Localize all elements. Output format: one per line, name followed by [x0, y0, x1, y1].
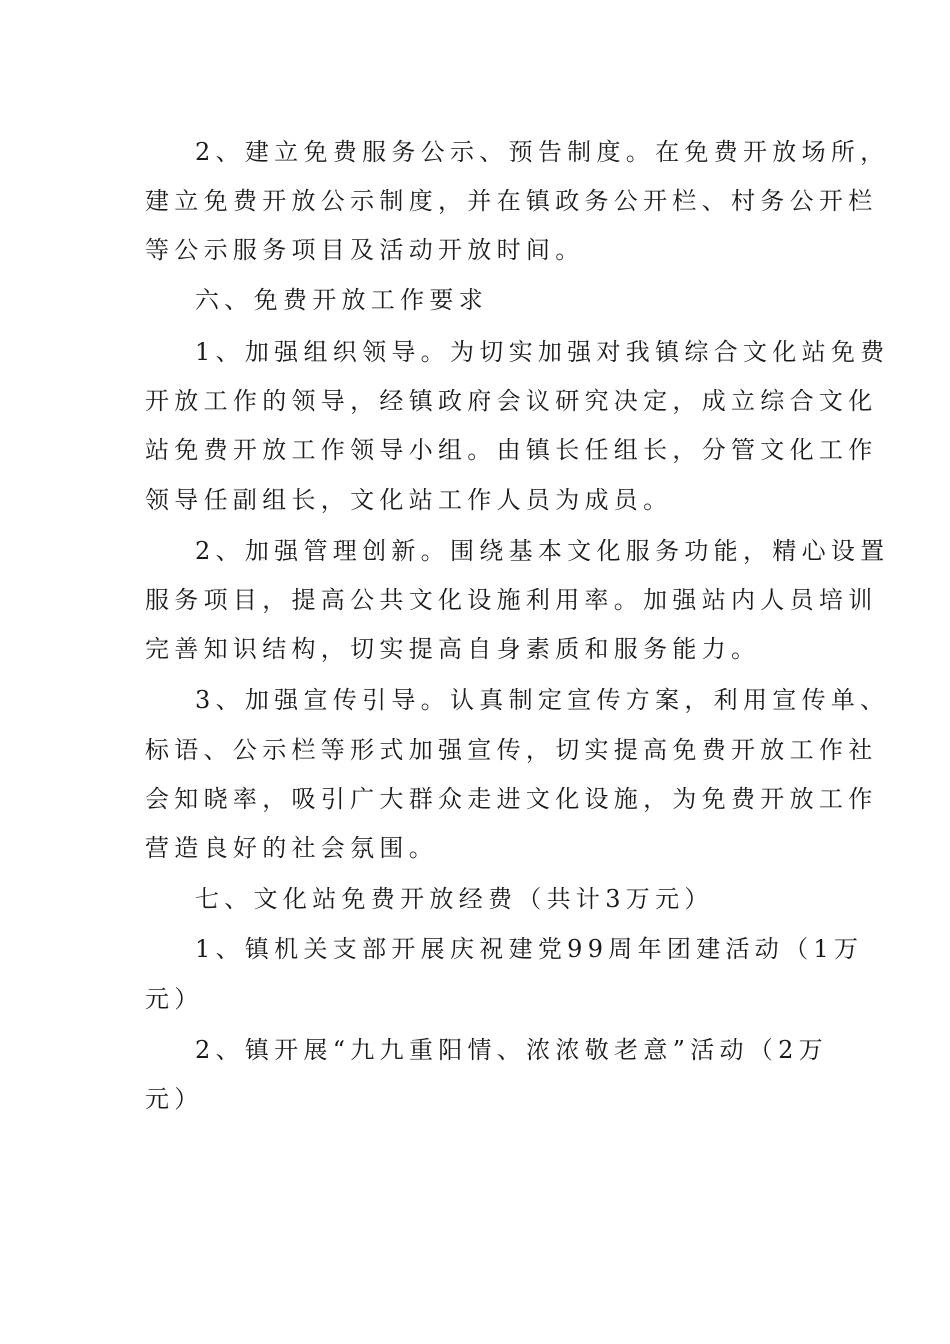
paragraph-1-line-3: 等公示服务项目及活动开放时间。: [145, 236, 585, 264]
paragraph-2-line-3: 站免费开放工作领导小组。由镇长任组长，分管文化工作: [145, 436, 878, 464]
paragraph-4-line-4: 营造良好的社会氛围。: [145, 834, 438, 862]
paragraph-4-line-1: 3、加强宣传引导。认真制定宣传方案，利用宣传单、: [195, 686, 890, 714]
paragraph-4-line-2: 标语、公示栏等形式加强宣传，切实提高免费开放工作社: [145, 736, 878, 764]
paragraph-1-line-1: 2、建立免费服务公示、预告制度。在免费开放场所，: [195, 138, 890, 166]
paragraph-1-line-2: 建立免费开放公示制度，并在镇政务公开栏、村务公开栏: [145, 187, 878, 215]
section-heading-7: 七、文化站免费开放经费（共计3万元）: [195, 885, 714, 913]
paragraph-5-line-1: 1、镇机关支部开展庆祝建党99周年团建活动（1万: [195, 935, 864, 963]
paragraph-2-line-4: 领导任副组长，文化站工作人员为成员。: [145, 486, 673, 514]
paragraph-3-line-2: 服务项目，提高公共文化设施利用率。加强站内人员培训: [145, 586, 878, 614]
section-heading-6: 六、免费开放工作要求: [195, 286, 488, 314]
paragraph-6-line-1: 2、镇开展“九九重阳情、浓浓敬老意”活动（2万: [195, 1036, 828, 1064]
paragraph-2-line-1: 1、加强组织领导。为切实加强对我镇综合文化站免费: [195, 338, 890, 366]
paragraph-3-line-3: 完善知识结构，切实提高自身素质和服务能力。: [145, 635, 761, 663]
paragraph-3-line-1: 2、加强管理创新。围绕基本文化服务功能，精心设置: [195, 537, 890, 565]
paragraph-6-line-2: 元）: [145, 1085, 204, 1113]
paragraph-2-line-2: 开放工作的领导，经镇政府会议研究决定，成立综合文化: [145, 387, 878, 415]
paragraph-5-line-2: 元）: [145, 985, 204, 1013]
paragraph-4-line-3: 会知晓率，吸引广大群众走进文化设施，为免费开放工作: [145, 785, 878, 813]
